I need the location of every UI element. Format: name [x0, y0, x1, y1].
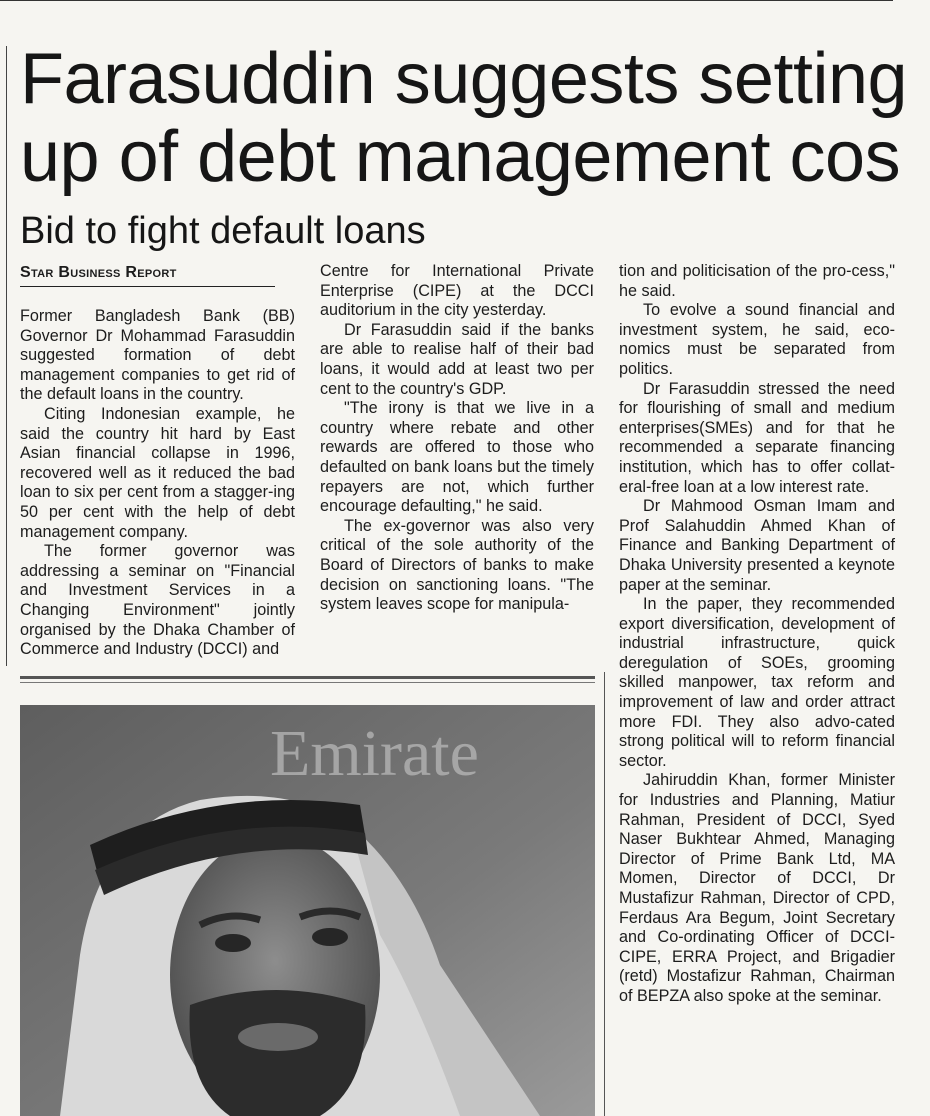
paragraph: Dr Mahmood Osman Imam and Prof Salahuddin Ahmed Khan of Finance and Banking Department of Dhaka University presented a keynote paper at the seminar. — [619, 497, 895, 594]
paragraph: Dr Farasuddin stressed the need for flourishing of small and medium enterprises(SMEs) and for that he recommended a separate financing institution, which has to offer collat-eral-free loan at a low interest rate. — [619, 379, 895, 496]
news-photo — [20, 705, 595, 1116]
background-sign-text: Emirate — [270, 717, 479, 790]
paragraph: The ex-governor was also very critical of the sole authority of the Board of Directors of banks to make decision on sanctioning loans. "The system leaves scope for manipula- — [320, 516, 594, 614]
paragraph: Citing Indonesian example, he said the country hit hard by East Asian financial collapse in 1996, recovered well as it reduced the bad loan to six per cent from a stagger-ing 50 per cent with the help of debt management company. — [20, 404, 295, 541]
article-column-2 — [320, 262, 594, 615]
paragraph: In the paper, they recommended export diversification, development of industrial infrastructure, quick deregulation of SOEs, grooming skilled manpower, tax reform and improvement of law and order attract more FDI. They also advo-cated strong political will to reform financial sector. — [619, 595, 895, 770]
paragraph: Former Bangladesh Bank (BB) Governor Dr Mohammad Farasuddin suggested formation of debt management companies to get rid of the default loans in the country. — [20, 307, 295, 404]
photo-column-rule — [604, 672, 605, 1116]
portrait-photo — [20, 705, 595, 1116]
top-rule — [0, 0, 893, 1]
paragraph: To evolve a sound financial and investment system, he said, eco-nomics must be separated from politics. — [619, 301, 895, 378]
article-column-1 — [20, 262, 295, 660]
article-column-3 — [619, 262, 895, 1007]
paragraph: Jahiruddin Khan, former Minister for Industries and Planning, Matiur Rahman, President of DCCI, Syed Naser Bukhtear Ahmed, Managing Director of Prime Bank Ltd, MA Momen, Director of DCCI, Dr Mustafizur Rahman, Director of CPD, Ferdaus Ara Begum, Joint Secretary and Co-ordinating Officer of DCCI-CIPE, ERRA Project, and Brigadier (retd) Mostafizur Rahman, Chairman of BEPZA also spoke at the seminar. — [619, 771, 895, 1005]
subheadline: Bid to fight default loans — [20, 210, 426, 252]
paragraph: The former governor was addressing a seminar on "Financial and Investment Services in a Changing Environment" jointly organised by the Dhaka Chamber of Commerce and Industry (DCCI) and — [20, 542, 295, 659]
paragraph: Centre for International Private Enterprise (CIPE) at the DCCI auditorium in the city yesterday. — [320, 262, 594, 320]
paragraph: tion and politicisation of the pro-cess," he said. — [619, 262, 895, 300]
paragraph: Dr Farasuddin said if the banks are able to realise half of their bad loans, it would add at least two per cent to the country's GDP. — [320, 320, 594, 398]
byline: Star Business Report — [20, 262, 295, 287]
paragraph: "The irony is that we live in a country where rebate and other rewards are offered to those who defaulted on bank loans but the timely repayers are not, which further encourage defaulting," he said. — [320, 399, 594, 516]
section-divider — [20, 676, 595, 679]
headline: Farasuddin suggests setting up of debt management cos — [20, 39, 908, 197]
left-column-rule — [6, 46, 7, 666]
section-divider-thin — [20, 682, 595, 683]
